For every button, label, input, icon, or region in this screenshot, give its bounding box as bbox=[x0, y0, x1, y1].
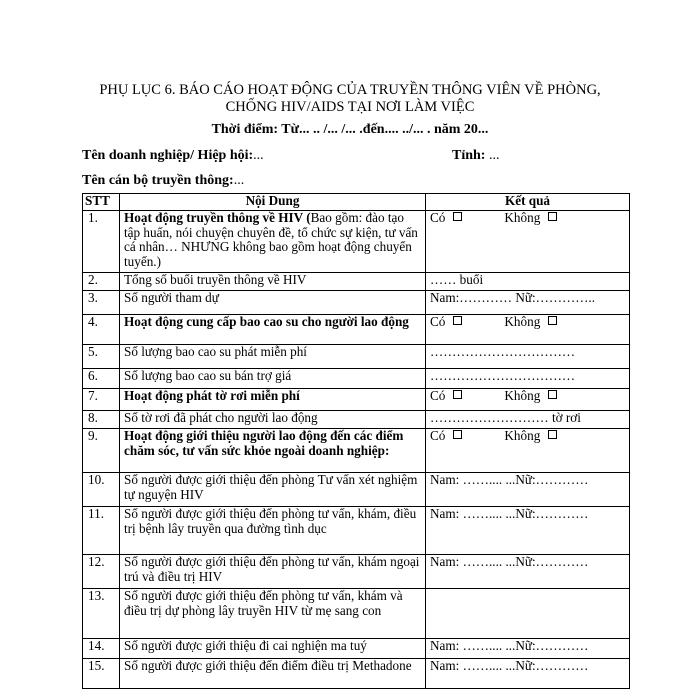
row-content-text: Số người được giới thiệu đi cai nghiện ma tuý bbox=[124, 638, 367, 653]
row-result bbox=[426, 589, 630, 639]
header-stt: STT bbox=[83, 194, 120, 211]
row-result: …………………………… bbox=[426, 345, 630, 369]
no-checkbox[interactable] bbox=[548, 316, 557, 325]
row-content bbox=[120, 345, 426, 369]
row-content-text: Số người được giới thiệu đến phòng tư vấn, khám, điều trị bệnh lây truyền qua đường tình dục bbox=[124, 506, 417, 536]
row-content bbox=[120, 555, 426, 589]
table-header-row bbox=[83, 194, 630, 211]
province-value: ... bbox=[488, 148, 500, 163]
table-row bbox=[83, 589, 630, 639]
row-result: Nam: …….... ...Nữ:………… bbox=[426, 555, 630, 589]
row-content-bold: Hoạt động phát tờ rơi miễn phí bbox=[124, 388, 300, 403]
row-number: 6. bbox=[83, 369, 120, 389]
province-label: Tỉnh: bbox=[452, 148, 486, 163]
row-content-text: Số tờ rơi đã phát cho người lao động bbox=[124, 410, 318, 425]
report-table bbox=[82, 193, 630, 689]
no-checkbox[interactable] bbox=[548, 212, 557, 221]
yes-label: Có bbox=[430, 388, 446, 403]
row-content-text: Bao gồm: đào tạo tập huấn, nói chuyện chuyên đề, tổ chức sự kiện, tư vấn cá nhân… NHƯNG không bao gồm hoạt động chuyển tuyến.) bbox=[124, 210, 418, 269]
officer-line bbox=[82, 173, 244, 189]
table-row bbox=[83, 389, 630, 411]
row-content bbox=[120, 411, 426, 429]
row-result bbox=[426, 429, 630, 473]
row-number: 13. bbox=[83, 589, 120, 639]
row-number: 10. bbox=[83, 473, 120, 507]
no-label: Không bbox=[504, 210, 541, 225]
row-number: 9. bbox=[83, 429, 120, 473]
row-number: 14. bbox=[83, 639, 120, 659]
row-content bbox=[120, 389, 426, 411]
enterprise-value: ... bbox=[253, 148, 264, 163]
header-result: Kết quả bbox=[426, 194, 630, 211]
row-result bbox=[426, 315, 630, 345]
table-row bbox=[83, 211, 630, 273]
row-content-text: Số người tham dự bbox=[124, 290, 219, 305]
table-row bbox=[83, 555, 630, 589]
no-label: Không bbox=[504, 314, 541, 329]
officer-label: Tên cán bộ truyền thông: bbox=[82, 173, 234, 188]
row-result: …… buổi bbox=[426, 273, 630, 291]
row-content-text: Số người được giới thiệu đến phòng tư vấn, khám ngoại trú và điều trị HIV bbox=[124, 554, 420, 584]
row-result: Nam: …….... ...Nữ:………… bbox=[426, 507, 630, 555]
table-row bbox=[83, 639, 630, 659]
row-content bbox=[120, 369, 426, 389]
row-number: 7. bbox=[83, 389, 120, 411]
no-option[interactable] bbox=[504, 211, 557, 226]
table-body bbox=[83, 211, 630, 689]
table-row bbox=[83, 473, 630, 507]
no-option[interactable] bbox=[504, 315, 557, 330]
row-content bbox=[120, 315, 426, 345]
yes-option[interactable] bbox=[430, 315, 462, 330]
row-number: 2. bbox=[83, 273, 120, 291]
row-content bbox=[120, 429, 426, 473]
yes-label: Có bbox=[430, 428, 446, 443]
row-result: Nam: …….... ...Nữ:………… bbox=[426, 639, 630, 659]
province-line bbox=[452, 148, 499, 164]
table-row bbox=[83, 659, 630, 689]
row-result: Nam:………… Nữ:………….. bbox=[426, 291, 630, 315]
row-content-text: Số người được giới thiệu đến phòng Tư vấn xét nghiệm tự nguyện HIV bbox=[124, 472, 418, 502]
yes-checkbox[interactable] bbox=[453, 212, 462, 221]
row-result: Nam: …….... ...Nữ:………… bbox=[426, 473, 630, 507]
table-row bbox=[83, 411, 630, 429]
yes-checkbox[interactable] bbox=[453, 390, 462, 399]
table-row bbox=[83, 369, 630, 389]
row-result: …………………………… bbox=[426, 369, 630, 389]
yes-option[interactable] bbox=[430, 211, 462, 226]
row-content bbox=[120, 589, 426, 639]
no-label: Không bbox=[504, 388, 541, 403]
row-content bbox=[120, 659, 426, 689]
no-checkbox[interactable] bbox=[548, 430, 557, 439]
row-content bbox=[120, 273, 426, 291]
row-content-bold: Hoạt động cung cấp bao cao su cho người lao động bbox=[124, 314, 409, 329]
row-number: 5. bbox=[83, 345, 120, 369]
enterprise-label: Tên doanh nghiệp/ Hiệp hội: bbox=[82, 148, 254, 163]
table-row bbox=[83, 507, 630, 555]
enterprise-line bbox=[82, 148, 264, 164]
yes-checkbox[interactable] bbox=[453, 316, 462, 325]
report-period: Thời điểm: Từ... .. /... /... .đến.... ../... . năm 20... bbox=[211, 122, 489, 137]
yes-label: Có bbox=[430, 210, 446, 225]
document-title bbox=[40, 82, 660, 116]
yes-checkbox[interactable] bbox=[453, 430, 462, 439]
row-content bbox=[120, 291, 426, 315]
row-content-bold: Hoạt động giới thiệu người lao động đến các điểm chăm sóc, tư vấn sức khỏe ngoài doanh nghiệp: bbox=[124, 428, 404, 458]
row-result bbox=[426, 389, 630, 411]
row-result: Nam: …….... ...Nữ:………… bbox=[426, 659, 630, 689]
row-number: 11. bbox=[83, 507, 120, 555]
table-row bbox=[83, 345, 630, 369]
table-row bbox=[83, 315, 630, 345]
row-content-text: Số lượng bao cao su bán trợ giá bbox=[124, 368, 292, 383]
row-content bbox=[120, 639, 426, 659]
row-content bbox=[120, 211, 426, 273]
row-number: 12. bbox=[83, 555, 120, 589]
title-line-1: PHỤ LỤC 6. BÁO CÁO HOẠT ĐỘNG CỦA TRUYỀN THÔNG VIÊN VỀ PHÒNG, bbox=[99, 82, 601, 98]
no-label: Không bbox=[504, 428, 541, 443]
table-row bbox=[83, 273, 630, 291]
row-number: 8. bbox=[83, 411, 120, 429]
row-content bbox=[120, 473, 426, 507]
row-result: ……………………… tờ rơi bbox=[426, 411, 630, 429]
title-line-2: CHỐNG HIV/AIDS TẠI NƠI LÀM VIỆC bbox=[225, 99, 475, 115]
no-option[interactable] bbox=[504, 429, 557, 444]
yes-label: Có bbox=[430, 314, 446, 329]
row-number: 4. bbox=[83, 315, 120, 345]
table-row bbox=[83, 429, 630, 473]
no-option[interactable] bbox=[504, 389, 557, 404]
table-row bbox=[83, 291, 630, 315]
row-result bbox=[426, 211, 630, 273]
row-content bbox=[120, 507, 426, 555]
row-content-text: Số người được giới thiệu đến điểm điều trị Methadone bbox=[124, 658, 412, 673]
row-content-bold: Hoạt động truyền thông về HIV ( bbox=[124, 210, 311, 225]
row-number: 15. bbox=[83, 659, 120, 689]
header-content: Nội Dung bbox=[120, 194, 426, 211]
yes-option[interactable] bbox=[430, 429, 462, 444]
row-content-text: Tổng số buổi truyền thông về HIV bbox=[124, 272, 307, 287]
yes-option[interactable] bbox=[430, 389, 462, 404]
row-number: 1. bbox=[83, 211, 120, 273]
row-content-text: Số lượng bao cao su phát miễn phí bbox=[124, 344, 307, 359]
no-checkbox[interactable] bbox=[548, 390, 557, 399]
row-number: 3. bbox=[83, 291, 120, 315]
row-content-text: Số người được giới thiệu đến phòng tư vấn, khám và điều trị dự phòng lây truyền HIV từ mẹ sang con bbox=[124, 588, 403, 618]
officer-value: ... bbox=[233, 173, 245, 188]
